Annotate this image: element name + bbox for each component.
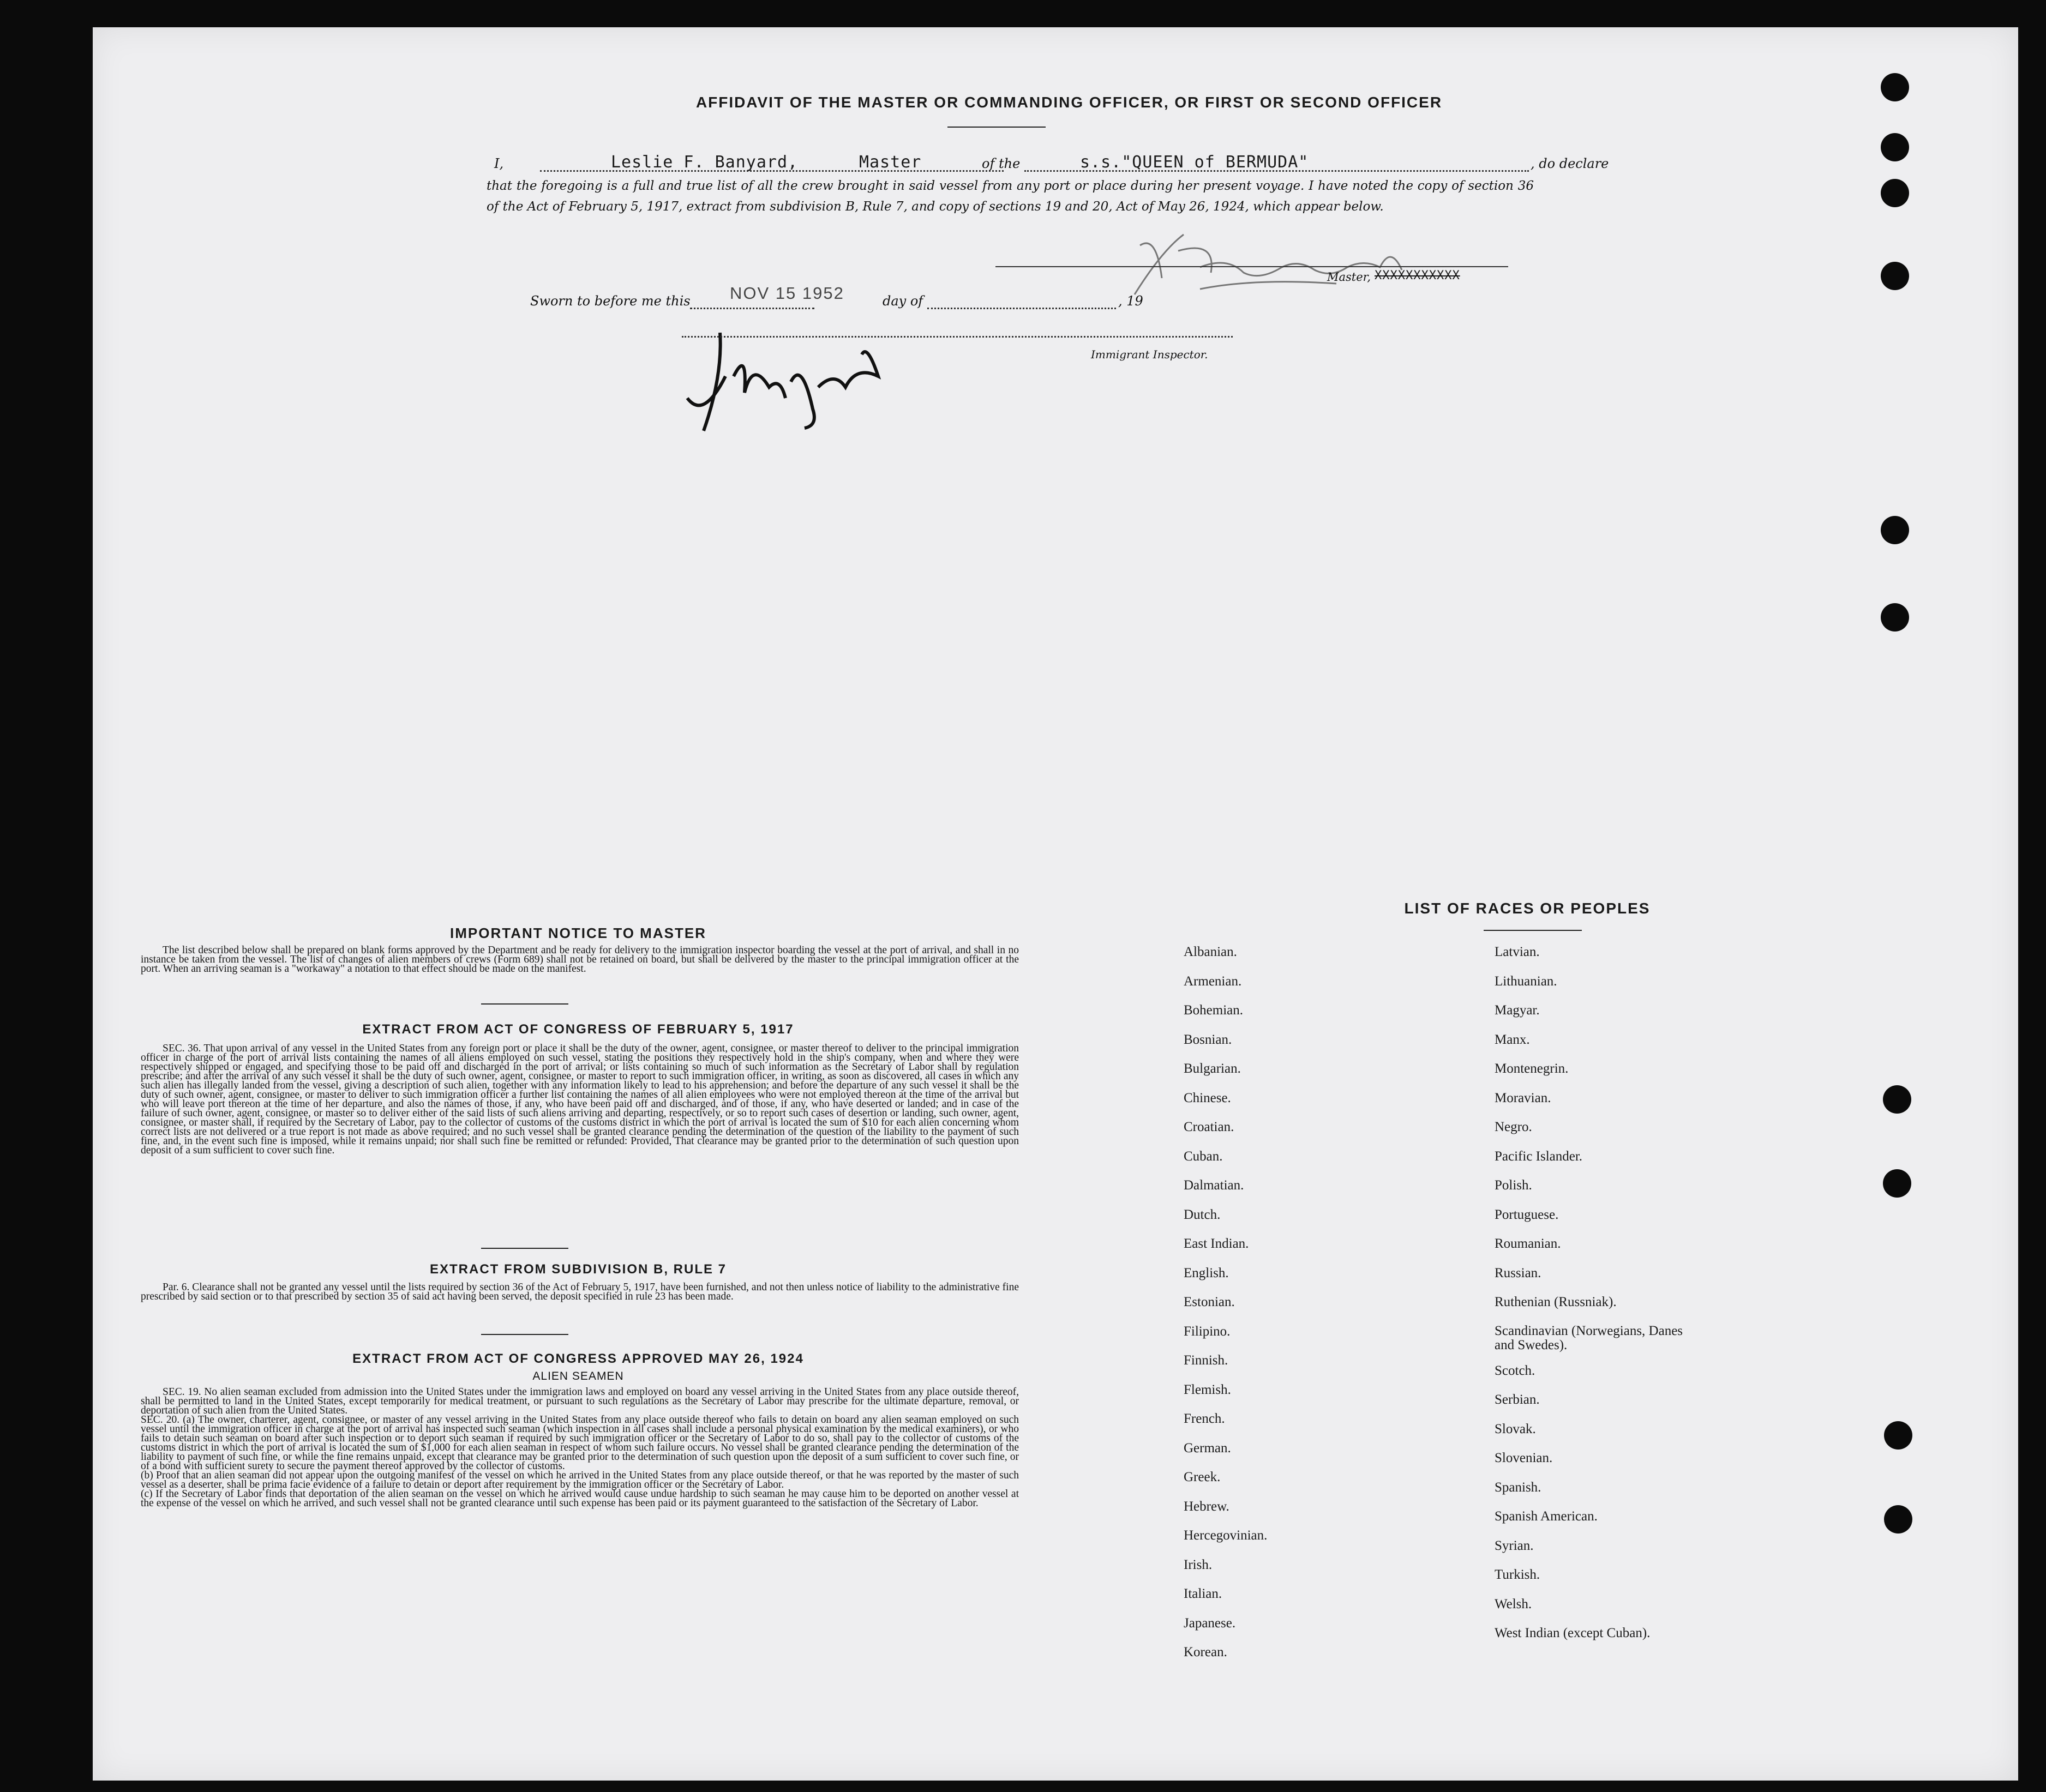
sworn-label: Sworn to before me this [530, 293, 691, 309]
race-item: Latvian. [1495, 945, 1540, 959]
race-item: Negro. [1495, 1120, 1532, 1134]
race-item: East Indian. [1184, 1236, 1249, 1251]
binder-hole [1881, 603, 1909, 632]
master-rank: Master [859, 153, 922, 172]
extract2-title: EXTRACT FROM SUBDIVISION B, RULE 7 [429, 1262, 727, 1277]
race-item: Moravian. [1495, 1090, 1551, 1105]
race-item: Korean. [1184, 1645, 1227, 1659]
race-item: Roumanian. [1495, 1236, 1561, 1251]
race-item: Serbian. [1495, 1392, 1540, 1408]
document-page [93, 27, 2018, 1781]
race-item: Magyar. [1495, 1003, 1540, 1018]
inspector-line [682, 336, 1233, 338]
race-item: Albanian. [1184, 945, 1237, 959]
race-item: Armenian. [1184, 973, 1242, 989]
race-item: Dutch. [1184, 1207, 1221, 1222]
races-title: LIST OF RACES OR PEOPLES [1404, 900, 1651, 917]
race-item: Portuguese. [1495, 1207, 1559, 1222]
race-item: Montenegrin. [1495, 1061, 1569, 1076]
binder-hole [1881, 179, 1909, 207]
race-item: Scandinavian (Norwegians, Danes and Swedes). [1495, 1323, 1683, 1352]
extract2-divider [481, 1334, 568, 1335]
year-label: , 19 [1118, 293, 1143, 309]
race-item: Scotch. [1495, 1363, 1535, 1378]
race-item: Slovenian. [1495, 1451, 1553, 1466]
binder-hole [1881, 516, 1909, 544]
race-item: Polish. [1495, 1178, 1532, 1193]
binder-hole [1883, 1169, 1911, 1198]
binder-hole [1881, 73, 1909, 101]
sworn-date-line [690, 308, 814, 309]
master-struck-title: XXXXXXXXXXX [1375, 269, 1460, 282]
extract3-title: EXTRACT FROM ACT OF CONGRESS APPROVED MAY 26, 1924 [352, 1351, 804, 1366]
race-item: Croatian. [1184, 1120, 1234, 1134]
race-item: Bohemian. [1184, 1003, 1244, 1018]
master-signature [1118, 213, 1500, 305]
race-item: English. [1184, 1265, 1229, 1280]
race-item: Greek. [1184, 1470, 1221, 1484]
of-the-label: of the [982, 156, 1021, 171]
master-signature-line [995, 266, 1508, 267]
race-item: Manx. [1495, 1032, 1530, 1047]
extract1-divider [481, 1248, 568, 1249]
extract3-subtitle: ALIEN SEAMEN [532, 1370, 624, 1382]
race-item: Lithuanian. [1495, 973, 1557, 989]
extract1-body: SEC. 36. That upon arrival of any vessel in the United States from any foreign port or place it shall be the duty of the owner, agent, consignee, or master thereof to deliver to the principal immigration officer in charge of the port of arrival lists containing the names of all aliens employed on such vessel, stating the positions they respectively hold in the ship's company, when and where they were respectively shipped or engaged, and specifying those to be paid off and discharged in the port of arrival; or lists containing so much of such information as the Secretary of Labor shall by regulation prescribe; and after the arrival of any such vessel it shall be the duty of such owner, agent, consignee, or master to report to such immigration officer, in writing, as soon as discovered, all cases in which any such alien has illegally landed from the vessel, giving a description of such alien, together with any information likely to lead to his apprehension; and before the departure of any such vessel it shall be the duty of such owner, agent, consignee, or master to deliver to such immigration officer a further list containing the names of all alien employees who were not employed thereon at the time of the arrival but who will leave port thereon at the time of her departure, and also the names of those, if any, who have been paid off and discharged, and of those, if any, who have deserted or landed; and in case of the failure of such owner, agent, consignee, or master so to deliver either of the said lists of such aliens arriving and departing, respectively, or so to report such cases of desertion or landing, such owner, agent, consignee, or master shall, if required by the Secretary of Labor, pay to the collector of customs of the customs district in which the port of arrival is located the sum of $10 for each alien concerning whom correct lists are not delivered or a true report is not made as above required; and no such vessel shall be granted clearance pending the determination of the question of the liability to the payment of such fine, and, in the event such fine is imposed, while it remains unpaid; nor shall such fine be remitted or refunded: Provided, That clearance may be granted prior to the determination of such question upon deposit of a sum sufficient to cover such fine. [141, 1043, 1019, 1156]
race-item: Russian. [1495, 1265, 1541, 1280]
race-item: Spanish American. [1495, 1509, 1598, 1524]
day-of-label: day of [883, 293, 923, 309]
notice-body: The list described below shall be prepared on blank forms approved by the Department and be ready for delivery to the immigration inspector boarding the vessel at the port of arrival, and shall in no instance be taken from the vessel. The list of changes of alien members of crews (Form 689) shall not be retained on board, but shall be delivered by the master to the principal immigration officer at the port. When an arriving seaman is a "workaway" a notation to that effect should be made on the manifest. [141, 945, 1019, 975]
race-item: Hercegovinian. [1184, 1528, 1268, 1543]
notice-divider [481, 1003, 568, 1005]
races-left-column [1184, 945, 1456, 1708]
vessel-name: s.s."QUEEN of BERMUDA" [1080, 153, 1309, 172]
races-divider [1484, 930, 1582, 931]
affidavit-title: AFFIDAVIT OF THE MASTER OR COMMANDING OFFICER, OR FIRST OR SECOND OFFICER [695, 94, 1443, 111]
binder-hole [1883, 1085, 1911, 1114]
extract1-title: EXTRACT FROM ACT OF CONGRESS OF FEBRUARY 5, 1917 [362, 1022, 794, 1037]
affidavit-body: that the foregoing is a full and true list of all the crew brought in said vessel from any port or place during her present voyage. I have noted the copy of section 36 of the Act of February 5, 1917, extract from subdivision B, Rule 7, and copy of sections 19 and 20, Act of May 26, 1924, which appear below. [487, 179, 1534, 214]
race-item: West Indian (except Cuban). [1495, 1626, 1651, 1641]
race-item: Chinese. [1184, 1090, 1231, 1105]
binder-hole [1884, 1505, 1912, 1534]
race-item: Finnish. [1184, 1353, 1228, 1368]
binder-hole [1881, 262, 1909, 290]
race-item: Slovak. [1495, 1421, 1536, 1436]
race-item: French. [1184, 1411, 1225, 1426]
race-item: Bosnian. [1184, 1032, 1232, 1047]
extract3-body: SEC. 19. No alien seaman excluded from admission into the United States under the immigration laws and employed on board any vessel arriving in the United States from any place outside thereof, shall be permitted to land in the United States, except temporarily for medical treatment, or pursuant to such regulations as the Secretary of Labor may prescribe for the ultimate departure, removal, or deportation of such alien from the United States. SEC. 20. (a) The owner, charterer, agent, consignee, or master of any vessel arriving in the United States from any place outside thereof who fails to detain on board any alien seaman employed on such vessel until the immigration officer in charge at the port of arrival has inspected such seaman (which inspection in all cases shall include a personal physical examination by the medical examiners), or who fails to detain such seaman on board after such inspection or to deport such seaman if required by such immigration officer or the Secretary of Labor to do so, shall pay to the collector of customs of the customs district in which the port of arrival is located the sum of $1,000 for each alien seaman in respect of whom such failure occurs. No vessel shall be granted clearance pending the determination of the liability to payment of such fine, or while the fine remains unpaid, except that clearance may be granted prior to the determination of such question upon the deposit of a sum sufficient to cover such fine, or of a bond with sufficient surety to secure the payment thereof approved by the collector of customs. (b) Proof that an alien seaman did not appear upon the outgoing manifest of the vessel on which he arrived in the United States from any place outside thereof, or that he was reported by the master of such vessel as a deserter, shall be prima facie evidence of a failure to detain or deport after requirement by the immigration officer or the Secretary of Labor. (c) If the Secretary of Labor finds that deportation of the alien seaman on the vessel on which he arrived would cause undue hardship to such seaman he may cause him to be deported on another vessel at the expense of the vessel on which he arrived, and such vessel shall not be granted clearance until such expense has been paid or its payment guaranteed to the satisfaction of the Secretary of Labor. [141, 1386, 1019, 1509]
date-stamp: NOV 15 1952 [730, 284, 844, 303]
race-item: Flemish. [1184, 1382, 1231, 1397]
master-label: Master, [1327, 270, 1371, 284]
race-item: Pacific Islander. [1495, 1148, 1583, 1164]
extract2-body: Par. 6. Clearance shall not be granted any vessel until the lists required by section 36 of the Act of February 5, 1917, have been furnished, and not then unless notice of liability to the administrative fine prescribed by said section or to that prescribed by section 35 of said act having been served, the deposit specified in rule 23 has been made. [141, 1282, 1019, 1302]
race-item: Italian. [1184, 1586, 1222, 1601]
race-item: Welsh. [1495, 1596, 1532, 1611]
race-item: Cuban. [1184, 1148, 1223, 1164]
inspector-signature [682, 311, 927, 442]
race-item: Spanish. [1495, 1480, 1541, 1495]
race-item: Syrian. [1495, 1538, 1534, 1553]
binder-hole [1881, 133, 1909, 161]
race-item: Irish. [1184, 1557, 1213, 1572]
race-item: Japanese. [1184, 1615, 1236, 1631]
race-item: Ruthenian (Russniak). [1495, 1295, 1617, 1309]
notice-title: IMPORTANT NOTICE TO MASTER [450, 925, 706, 941]
race-item: Bulgarian. [1184, 1061, 1241, 1076]
race-item: German. [1184, 1440, 1231, 1456]
race-item: Hebrew. [1184, 1499, 1229, 1514]
do-declare-label: , do declare [1531, 156, 1609, 171]
inspector-label: Immigrant Inspector. [1091, 348, 1208, 361]
race-item: Turkish. [1495, 1567, 1540, 1583]
races-right-column [1495, 945, 1800, 1708]
affidavit-i: I, [494, 156, 504, 171]
race-item: Dalmatian. [1184, 1178, 1244, 1193]
race-item: Estonian. [1184, 1295, 1235, 1309]
title-divider [947, 127, 1046, 128]
binder-hole [1884, 1421, 1912, 1450]
master-name: Leslie F. Banyard, [611, 153, 799, 172]
month-line [927, 308, 1116, 309]
race-item: Filipino. [1184, 1324, 1231, 1339]
